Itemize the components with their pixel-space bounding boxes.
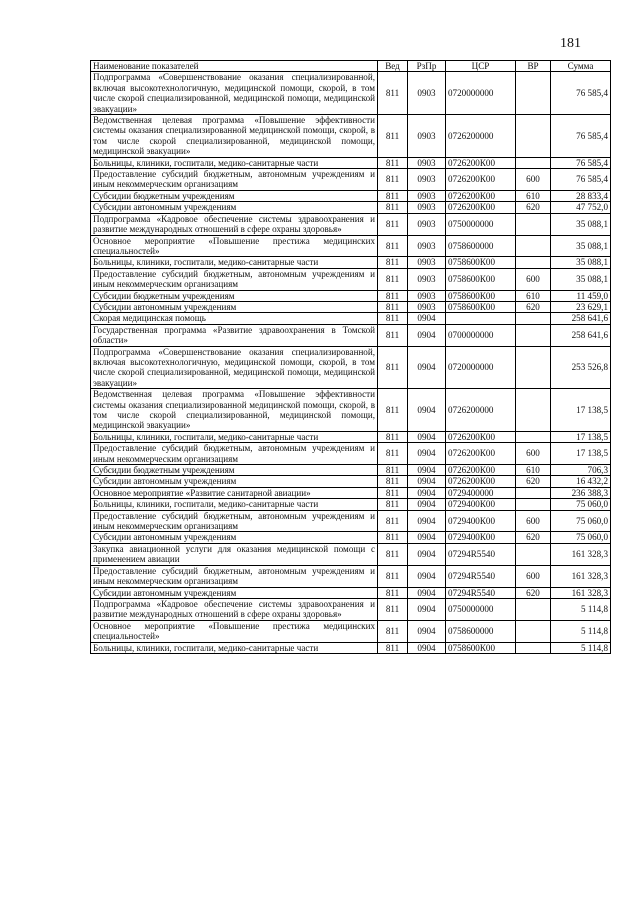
cell-csr: 07294R5540 — [446, 587, 516, 598]
cell-sum: 75 060,0 — [551, 532, 611, 543]
cell-name: Больницы, клиники, госпитали, медико-санитарные части — [91, 257, 378, 268]
cell-sum: 17 138,5 — [551, 443, 611, 465]
cell-sum: 17 138,5 — [551, 389, 611, 432]
table-row — [91, 389, 611, 432]
cell-csr: 0726200К00 — [446, 157, 516, 168]
cell-rzpr: 0904 — [408, 324, 446, 346]
cell-sum: 161 328,3 — [551, 543, 611, 565]
table-row — [91, 202, 611, 213]
cell-rzpr: 0904 — [408, 487, 446, 498]
cell-sum: 161 328,3 — [551, 587, 611, 598]
cell-name: Основное мероприятие «Развитие санитарной авиации» — [91, 487, 378, 498]
cell-vr — [516, 642, 551, 653]
table-row — [91, 565, 611, 587]
cell-name: Предоставление субсидий бюджетным, автономным учреждениям и иным некоммерческим организациям — [91, 443, 378, 465]
cell-rzpr: 0904 — [408, 587, 446, 598]
cell-ved: 811 — [378, 290, 408, 301]
cell-ved: 811 — [378, 115, 408, 158]
cell-vr: 600 — [516, 169, 551, 191]
table-row — [91, 431, 611, 442]
cell-sum: 35 088,1 — [551, 213, 611, 235]
table-row — [91, 465, 611, 476]
cell-vr — [516, 213, 551, 235]
cell-sum: 76 585,4 — [551, 169, 611, 191]
table-row — [91, 476, 611, 487]
cell-csr: 0726200000 — [446, 115, 516, 158]
cell-rzpr: 0904 — [408, 389, 446, 432]
cell-vr: 600 — [516, 268, 551, 290]
cell-name: Субсидии автономным учреждениям — [91, 476, 378, 487]
cell-vr: 620 — [516, 532, 551, 543]
cell-name: Ведомственная целевая программа «Повышение эффективности системы оказания специализированной медицинской помощи, скорой, в том числе скорой специализированной, медицинской помощи, медицинской эвакуации» — [91, 115, 378, 158]
cell-vr: 610 — [516, 465, 551, 476]
cell-csr: 0726200К00 — [446, 465, 516, 476]
cell-csr: 0700000000 — [446, 324, 516, 346]
table-row — [91, 620, 611, 642]
cell-sum: 76 585,4 — [551, 115, 611, 158]
cell-csr: 0758600000 — [446, 235, 516, 257]
cell-csr: 0729400000 — [446, 487, 516, 498]
table-row — [91, 157, 611, 168]
header-name: Наименование показателей — [91, 61, 378, 72]
cell-name: Больницы, клиники, госпитали, медико-санитарные части — [91, 157, 378, 168]
cell-vr: 600 — [516, 565, 551, 587]
cell-rzpr: 0904 — [408, 431, 446, 442]
cell-rzpr: 0904 — [408, 598, 446, 620]
table-row — [91, 499, 611, 510]
cell-rzpr: 0903 — [408, 72, 446, 115]
cell-sum: 76 585,4 — [551, 157, 611, 168]
cell-rzpr: 0904 — [408, 642, 446, 653]
cell-name: Субсидии автономным учреждениям — [91, 301, 378, 312]
header-sum: Сумма — [551, 61, 611, 72]
cell-ved: 811 — [378, 301, 408, 312]
cell-sum: 35 088,1 — [551, 257, 611, 268]
cell-sum: 35 088,1 — [551, 235, 611, 257]
cell-csr: 0758600К00 — [446, 268, 516, 290]
cell-ved: 811 — [378, 268, 408, 290]
cell-csr: 0726200К00 — [446, 169, 516, 191]
cell-rzpr: 0903 — [408, 290, 446, 301]
cell-vr — [516, 324, 551, 346]
cell-ved: 811 — [378, 235, 408, 257]
cell-csr: 0750000000 — [446, 598, 516, 620]
cell-rzpr: 0903 — [408, 213, 446, 235]
cell-ved: 811 — [378, 476, 408, 487]
budget-table — [90, 60, 611, 654]
cell-csr: 0726200К00 — [446, 202, 516, 213]
table-row — [91, 72, 611, 115]
cell-vr — [516, 235, 551, 257]
cell-sum: 17 138,5 — [551, 431, 611, 442]
cell-ved: 811 — [378, 213, 408, 235]
cell-vr — [516, 598, 551, 620]
table-body — [91, 72, 611, 654]
table-row — [91, 313, 611, 324]
cell-name: Скорая медицинская помощь — [91, 313, 378, 324]
cell-csr: 0729400К00 — [446, 499, 516, 510]
cell-sum: 35 088,1 — [551, 268, 611, 290]
cell-vr: 620 — [516, 476, 551, 487]
table-row — [91, 169, 611, 191]
cell-vr: 610 — [516, 290, 551, 301]
cell-vr — [516, 389, 551, 432]
cell-csr: 0758600000 — [446, 620, 516, 642]
cell-name: Государственная программа «Развитие здравоохранения в Томской области» — [91, 324, 378, 346]
cell-csr: 0758600К00 — [446, 642, 516, 653]
cell-ved: 811 — [378, 499, 408, 510]
table-header-row — [91, 61, 611, 72]
cell-ved: 811 — [378, 257, 408, 268]
cell-vr: 600 — [516, 443, 551, 465]
cell-rzpr: 0903 — [408, 301, 446, 312]
cell-csr: 0729400К00 — [446, 532, 516, 543]
cell-name: Предоставление субсидий бюджетным, автономным учреждениям и иным некоммерческим организациям — [91, 268, 378, 290]
cell-rzpr: 0903 — [408, 190, 446, 201]
cell-vr: 610 — [516, 190, 551, 201]
cell-name: Закупка авиационной услуги для оказания медицинской помощи с применением авиации — [91, 543, 378, 565]
table-row — [91, 190, 611, 201]
table-row — [91, 324, 611, 346]
page-number: 181 — [560, 36, 581, 51]
cell-csr: 07294R5540 — [446, 565, 516, 587]
cell-ved: 811 — [378, 487, 408, 498]
cell-csr: 0750000000 — [446, 213, 516, 235]
cell-sum: 23 629,1 — [551, 301, 611, 312]
cell-sum: 253 526,8 — [551, 346, 611, 389]
cell-vr — [516, 487, 551, 498]
cell-ved: 811 — [378, 598, 408, 620]
cell-rzpr: 0904 — [408, 499, 446, 510]
cell-sum: 75 060,0 — [551, 499, 611, 510]
cell-csr: 0726200К00 — [446, 476, 516, 487]
table-row — [91, 346, 611, 389]
cell-rzpr: 0904 — [408, 465, 446, 476]
cell-ved: 811 — [378, 389, 408, 432]
cell-ved: 811 — [378, 565, 408, 587]
cell-ved: 811 — [378, 587, 408, 598]
table-row — [91, 642, 611, 653]
cell-csr: 0758600К00 — [446, 301, 516, 312]
cell-csr: 0758600К00 — [446, 257, 516, 268]
cell-ved: 811 — [378, 642, 408, 653]
cell-csr: 0726200К00 — [446, 190, 516, 201]
cell-name: Субсидии бюджетным учреждениям — [91, 465, 378, 476]
cell-ved: 811 — [378, 157, 408, 168]
cell-csr: 0729400К00 — [446, 510, 516, 532]
cell-ved: 811 — [378, 72, 408, 115]
cell-name: Предоставление субсидий бюджетным, автономным учреждениям и иным некоммерческим организациям — [91, 169, 378, 191]
cell-rzpr: 0904 — [408, 476, 446, 487]
cell-rzpr: 0904 — [408, 565, 446, 587]
cell-ved: 811 — [378, 313, 408, 324]
cell-name: Больницы, клиники, госпитали, медико-санитарные части — [91, 642, 378, 653]
table-row — [91, 290, 611, 301]
header-rzpr: РзПр — [408, 61, 446, 72]
table-row — [91, 268, 611, 290]
cell-sum: 236 388,3 — [551, 487, 611, 498]
cell-rzpr: 0904 — [408, 313, 446, 324]
cell-name: Предоставление субсидий бюджетным, автономным учреждениям и иным некоммерческим организациям — [91, 510, 378, 532]
cell-ved: 811 — [378, 324, 408, 346]
cell-rzpr: 0903 — [408, 169, 446, 191]
cell-csr: 07294R5540 — [446, 543, 516, 565]
cell-name: Подпрограмма «Совершенствование оказания специализированной, включая высокотехнологичную, медицинской помощи, скорой, в том числе скорой специализированной, медицинской помощи, медицинской эвакуации» — [91, 346, 378, 389]
table-row — [91, 510, 611, 532]
cell-rzpr: 0903 — [408, 268, 446, 290]
cell-sum: 5 114,8 — [551, 620, 611, 642]
cell-vr — [516, 431, 551, 442]
cell-csr: 0720000000 — [446, 346, 516, 389]
cell-rzpr: 0903 — [408, 115, 446, 158]
cell-sum: 258 641,6 — [551, 324, 611, 346]
cell-vr — [516, 72, 551, 115]
cell-ved: 811 — [378, 465, 408, 476]
cell-ved: 811 — [378, 169, 408, 191]
cell-name: Субсидии бюджетным учреждениям — [91, 290, 378, 301]
cell-rzpr: 0904 — [408, 510, 446, 532]
cell-rzpr: 0904 — [408, 443, 446, 465]
cell-ved: 811 — [378, 443, 408, 465]
cell-sum: 76 585,4 — [551, 72, 611, 115]
cell-sum: 706,3 — [551, 465, 611, 476]
cell-name: Подпрограмма «Кадровое обеспечение системы здравоохранения и развитие международных отношений в сфере охраны здоровья» — [91, 213, 378, 235]
table-row — [91, 257, 611, 268]
cell-vr — [516, 257, 551, 268]
cell-rzpr: 0903 — [408, 257, 446, 268]
cell-ved: 811 — [378, 620, 408, 642]
cell-sum: 5 114,8 — [551, 642, 611, 653]
cell-vr: 620 — [516, 301, 551, 312]
cell-name: Подпрограмма «Совершенствование оказания специализированной, включая высокотехнологичную, медицинской помощи, скорой, в том числе скорой специализированной, медицинской помощи, медицинской эвакуации» — [91, 72, 378, 115]
cell-name: Подпрограмма «Кадровое обеспечение системы здравоохранения и развитие международных отношений в сфере охраны здоровья» — [91, 598, 378, 620]
cell-ved: 811 — [378, 346, 408, 389]
cell-sum: 75 060,0 — [551, 510, 611, 532]
cell-sum: 47 752,0 — [551, 202, 611, 213]
cell-name: Больницы, клиники, госпитали, медико-санитарные части — [91, 431, 378, 442]
cell-ved: 811 — [378, 431, 408, 442]
cell-rzpr: 0904 — [408, 346, 446, 389]
cell-name: Субсидии автономным учреждениям — [91, 532, 378, 543]
cell-name: Субсидии автономным учреждениям — [91, 587, 378, 598]
cell-rzpr: 0903 — [408, 202, 446, 213]
cell-name: Субсидии бюджетным учреждениям — [91, 190, 378, 201]
table-row — [91, 213, 611, 235]
cell-ved: 811 — [378, 510, 408, 532]
cell-name: Предоставление субсидий бюджетным, автономным учреждениям и иным некоммерческим организациям — [91, 565, 378, 587]
cell-rzpr: 0903 — [408, 235, 446, 257]
cell-sum: 258 641,6 — [551, 313, 611, 324]
cell-rzpr: 0904 — [408, 532, 446, 543]
table-row — [91, 598, 611, 620]
table-row — [91, 487, 611, 498]
cell-name: Ведомственная целевая программа «Повышение эффективности системы оказания специализированной медицинской помощи, скорой, в том числе скорой специализированной, медицинской помощи, медицинской эвакуации» — [91, 389, 378, 432]
cell-rzpr: 0904 — [408, 620, 446, 642]
cell-sum: 161 328,3 — [551, 565, 611, 587]
header-vr: ВР — [516, 61, 551, 72]
table-row — [91, 301, 611, 312]
cell-sum: 11 459,0 — [551, 290, 611, 301]
cell-vr — [516, 313, 551, 324]
cell-vr — [516, 499, 551, 510]
cell-vr — [516, 157, 551, 168]
cell-vr: 600 — [516, 510, 551, 532]
table-row — [91, 532, 611, 543]
table-row — [91, 235, 611, 257]
cell-rzpr: 0904 — [408, 543, 446, 565]
cell-name: Основное мероприятие «Повышение престижа медицинских специальностей» — [91, 620, 378, 642]
cell-sum: 16 432,2 — [551, 476, 611, 487]
cell-name: Основное мероприятие «Повышение престижа медицинских специальностей» — [91, 235, 378, 257]
cell-csr: 0726200К00 — [446, 443, 516, 465]
cell-csr: 0726200000 — [446, 389, 516, 432]
table-row — [91, 115, 611, 158]
cell-sum: 28 833,4 — [551, 190, 611, 201]
cell-rzpr: 0903 — [408, 157, 446, 168]
table-row — [91, 443, 611, 465]
cell-name: Субсидии автономным учреждениям — [91, 202, 378, 213]
cell-ved: 811 — [378, 532, 408, 543]
table-row — [91, 543, 611, 565]
cell-ved: 811 — [378, 202, 408, 213]
cell-vr — [516, 346, 551, 389]
cell-csr: 0720000000 — [446, 72, 516, 115]
cell-vr — [516, 543, 551, 565]
cell-csr — [446, 313, 516, 324]
cell-vr — [516, 620, 551, 642]
cell-ved: 811 — [378, 190, 408, 201]
cell-sum: 5 114,8 — [551, 598, 611, 620]
cell-csr: 0758600К00 — [446, 290, 516, 301]
cell-vr: 620 — [516, 587, 551, 598]
header-ved: Вед — [378, 61, 408, 72]
cell-name: Больницы, клиники, госпитали, медико-санитарные части — [91, 499, 378, 510]
cell-ved: 811 — [378, 543, 408, 565]
header-csr: ЦСР — [446, 61, 516, 72]
cell-csr: 0726200К00 — [446, 431, 516, 442]
table-row — [91, 587, 611, 598]
cell-vr: 620 — [516, 202, 551, 213]
cell-vr — [516, 115, 551, 158]
